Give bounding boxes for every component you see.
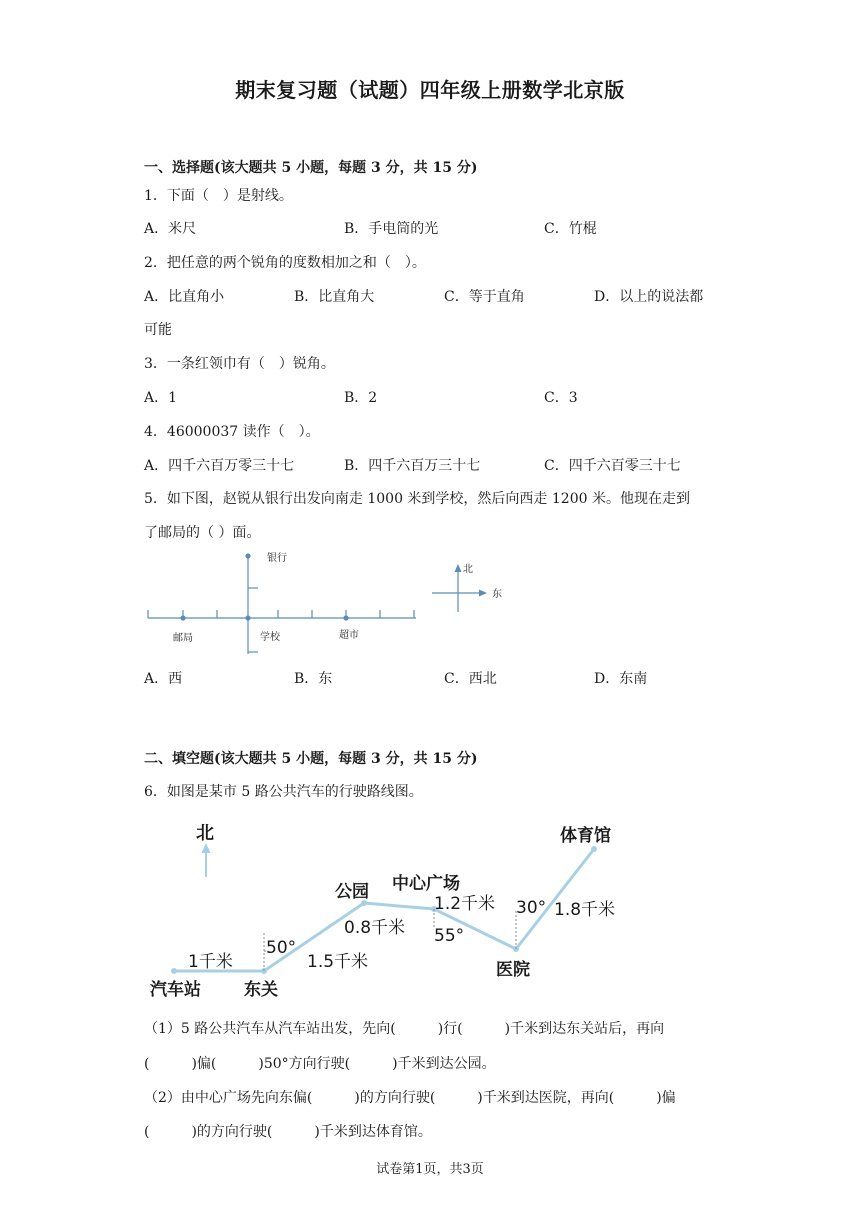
north-label: 北: [196, 823, 214, 844]
q5-option-c[interactable]: C．西北: [444, 671, 497, 687]
q2-option-d[interactable]: D．以上的说法都: [594, 289, 704, 305]
north-arrow-icon: [202, 843, 211, 853]
q2-option-c[interactable]: C．等于直角: [444, 289, 525, 305]
school-dot: [245, 615, 250, 620]
page-footer: 试卷第1页，共3页: [376, 1162, 484, 1177]
stadium-stop: [591, 846, 597, 852]
stadium-label: 体育馆: [560, 826, 611, 846]
question-6: 6．如图是某市 5 路公共汽车的行驶路线图。: [144, 784, 423, 800]
q3-option-a[interactable]: A．1: [144, 390, 178, 406]
q6-bus-route-figure: [140, 815, 660, 1005]
distance-1-8km: 1.8千米: [554, 900, 616, 920]
q1-option-b[interactable]: B．手电筒的光: [344, 221, 439, 237]
bank-label: 银行: [267, 553, 287, 564]
q3-option-b[interactable]: B．2: [344, 390, 378, 406]
distance-1-5km: 1.5千米: [307, 952, 369, 972]
q2-option-a[interactable]: A．比直角小: [144, 289, 225, 305]
q4-option-c[interactable]: C．四千六百零三十七: [544, 458, 681, 474]
question-1: 1．下面（ ）是射线。: [144, 188, 293, 204]
park-label: 公园: [335, 882, 369, 902]
distance-1-2km: 1.2千米: [434, 894, 496, 914]
q2-option-d-wrap: 可能: [144, 322, 172, 338]
q5-direction-figure: [140, 548, 520, 660]
center-square-label: 中心广场: [392, 874, 460, 894]
compass-east-label: 东: [492, 589, 502, 600]
q6-part1-line2: ( )偏( )50°方向行驶( )千米到达公园。: [144, 1056, 496, 1072]
school-label: 学校: [260, 632, 280, 643]
q4-option-a[interactable]: A．四千六百万零三十七: [144, 458, 295, 474]
page-title: 期末复习题（试题）四年级上册数学北京版: [235, 78, 625, 102]
post-office-dot: [180, 615, 185, 620]
section1-heading: 一、选择题(该大题共 5 小题，每题 3 分，共 15 分): [144, 160, 478, 176]
north-arrow-icon: [455, 564, 462, 572]
q1-option-c[interactable]: C．竹棍: [544, 221, 597, 237]
hospital-label: 医院: [496, 960, 530, 980]
question-5-line1: 5．如下图，赵锐从银行出发向南走 1000 米到学校，然后向西走 1200 米。他现在走到: [144, 491, 690, 507]
supermarket-label: 超市: [339, 630, 359, 641]
q5-option-a[interactable]: A．西: [144, 671, 183, 687]
angle-30: 30°: [516, 898, 547, 918]
bus-station-label: 汽车站: [150, 980, 201, 1000]
bus-station-stop: [171, 968, 177, 974]
distance-0-8km: 0.8千米: [344, 918, 406, 938]
angle-50: 50°: [266, 938, 297, 958]
q2-option-b[interactable]: B．比直角大: [294, 289, 375, 305]
q5-option-d[interactable]: D．东南: [594, 671, 648, 687]
east-arrow-icon: [479, 590, 487, 597]
section2-heading: 二、填空题(该大题共 5 小题，每题 3 分，共 15 分): [144, 751, 478, 767]
q5-option-b[interactable]: B．东: [294, 671, 333, 687]
question-4: 4．46000037 读作（ ）。: [144, 424, 320, 440]
q3-option-c[interactable]: C．3: [544, 390, 578, 406]
compass-north-label: 北: [463, 564, 473, 575]
post-office-label: 邮局: [173, 633, 193, 644]
angle-55: 55°: [434, 926, 465, 946]
q6-part1-line1: （1）5 路公共汽车从汽车站出发，先向( )行( )千米到达东关站后，再向: [144, 1021, 665, 1037]
q6-part2-line2: ( )的方向行驶( )千米到达体育馆。: [144, 1124, 432, 1140]
question-5-line2: 了邮局的（ ）面。: [144, 525, 261, 541]
question-3: 3．一条红领巾有（ ）锐角。: [144, 356, 335, 372]
question-2: 2．把任意的两个锐角的度数相加之和（ ）。: [144, 255, 426, 271]
bank-dot: [245, 553, 250, 558]
q1-option-a[interactable]: A．米尺: [144, 221, 197, 237]
distance-1km: 1千米: [188, 952, 233, 972]
dongguan-label: 东关: [244, 980, 278, 1000]
q4-option-b[interactable]: B．四千六百万三十七: [344, 458, 481, 474]
q6-part2-line1: （2）由中心广场先向东偏( )的方向行驶( )千米到达医院，再向( )偏: [144, 1090, 676, 1106]
supermarket-dot: [343, 615, 348, 620]
